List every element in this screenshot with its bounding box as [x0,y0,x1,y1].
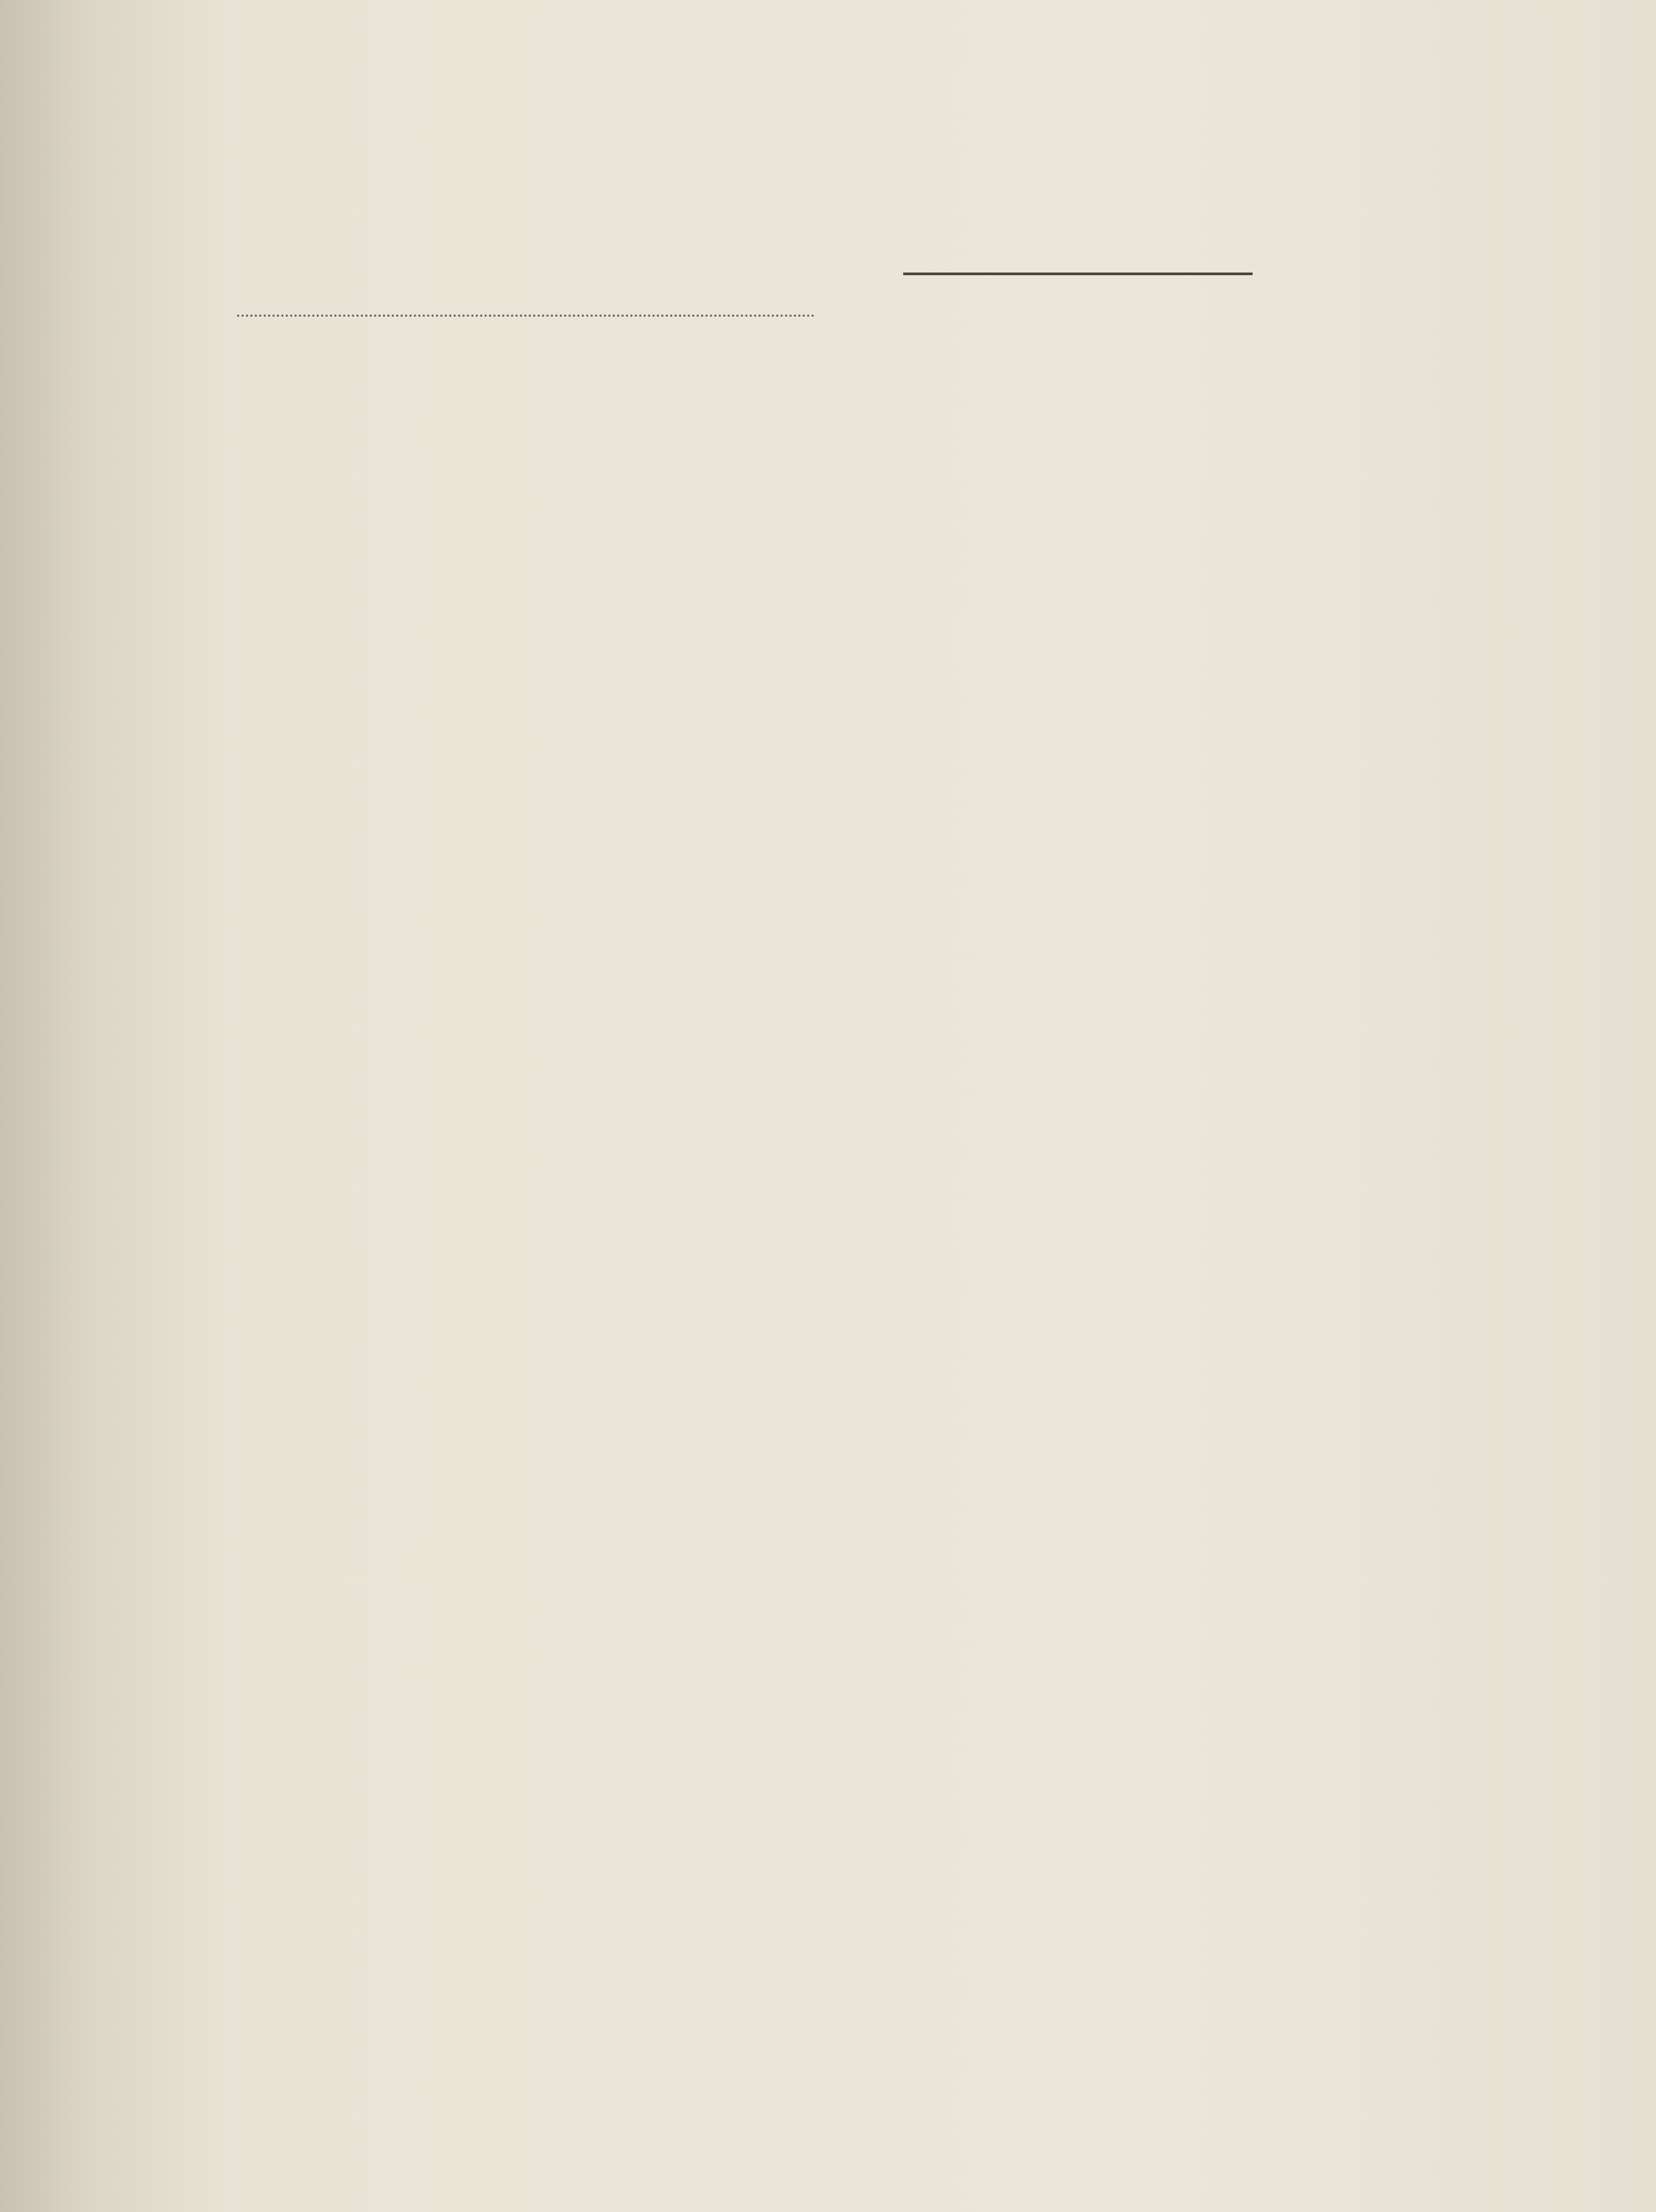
leader-dots [237,314,814,317]
salary-list [125,262,1124,326]
total-label-cell [125,314,818,326]
total-rule [903,273,1253,290]
total-row [125,290,1124,326]
